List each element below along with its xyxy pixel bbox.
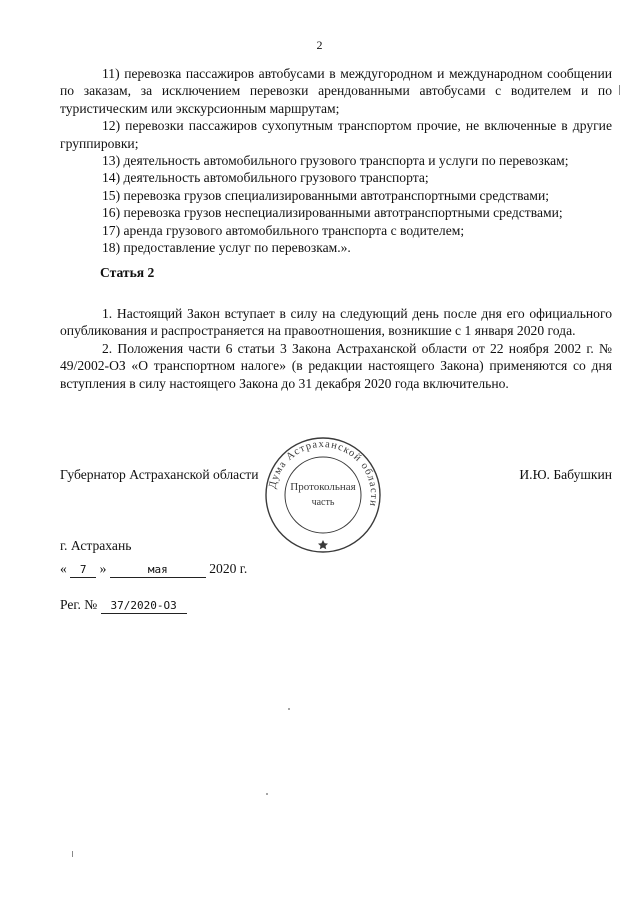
official-stamp: [264, 436, 382, 554]
signatory-position: Губернатор Астраханской области: [60, 467, 259, 482]
list-item-11: 11) перевозка пассажиров автобусами в междугородном и международном сообщении по заказам, за исключением перевозки арендованными автобусами с водителем и по туристическим или экскурсионным маршрутам;: [60, 66, 612, 116]
stamp-inner-ring: [285, 457, 361, 533]
city: г. Астрахань: [60, 538, 132, 553]
date-open-quote: «: [60, 561, 67, 576]
list-item-13: 13) деятельность автомобильного грузового транспорта и услуги по перевозкам;: [102, 153, 569, 169]
date-year: 2020 г.: [209, 561, 248, 576]
list-item-18: 18) предоставление услуг по перевозкам.».: [102, 240, 351, 256]
scan-speck: [288, 708, 290, 710]
activity-list: [60, 65, 612, 256]
star-icon: [318, 540, 328, 549]
stamp-center-line-1: Протокольная: [290, 481, 356, 493]
scan-speck: [72, 851, 73, 857]
scan-speck: [619, 85, 620, 95]
article-paragraph-1: 1. Настоящий Закон вступает в силу на следующий день после дня его официального опубликования и распространяется на правоотношения, возникшие с 1 января 2020 года.: [60, 306, 612, 339]
list-item-17: 17) аренда грузового автомобильного транспорта с водителем;: [102, 222, 465, 238]
article-heading: Статья 2: [100, 265, 155, 280]
stamp-ring-text: Дума Астраханской области: [267, 438, 380, 508]
registration-label: Рег. №: [60, 597, 98, 612]
signatory-name: И.Ю. Бабушкин: [519, 467, 612, 482]
stamp-center-line-2: часть: [311, 497, 335, 508]
stamp-outer-ring: [266, 438, 380, 552]
registration-line: [60, 597, 187, 614]
date-month: мая: [110, 563, 206, 578]
article-body: [60, 305, 612, 392]
list-item-12: 12) перевозки пассажиров сухопутным транспортом прочие, не включенные в другие группировки;: [60, 118, 612, 151]
list-item-14: 14) деятельность автомобильного грузового транспорта;: [102, 170, 429, 186]
date-close-quote: »: [99, 561, 107, 576]
list-item-15: 15) перевозка грузов специализированными автотранспортными средствами;: [102, 187, 549, 203]
registration-number: 37/2020-ОЗ: [101, 599, 187, 614]
page-number: 2: [316, 38, 323, 52]
scan-speck: [266, 793, 268, 795]
date-day: 7: [70, 563, 96, 578]
list-item-16: 16) перевозка грузов неспециализированными автотранспортными средствами;: [102, 205, 563, 221]
date-line: [60, 561, 247, 578]
article-paragraph-2: 2. Положения части 6 статьи 3 Закона Астраханской области от 22 ноября 2002 г. № 49/2002-ОЗ «О транспортном налоге» (в редакции настоящего Закона) применяются со дня вступления в силу настоящего Закона до 31 декабря 2020 года включительно.: [60, 340, 612, 391]
